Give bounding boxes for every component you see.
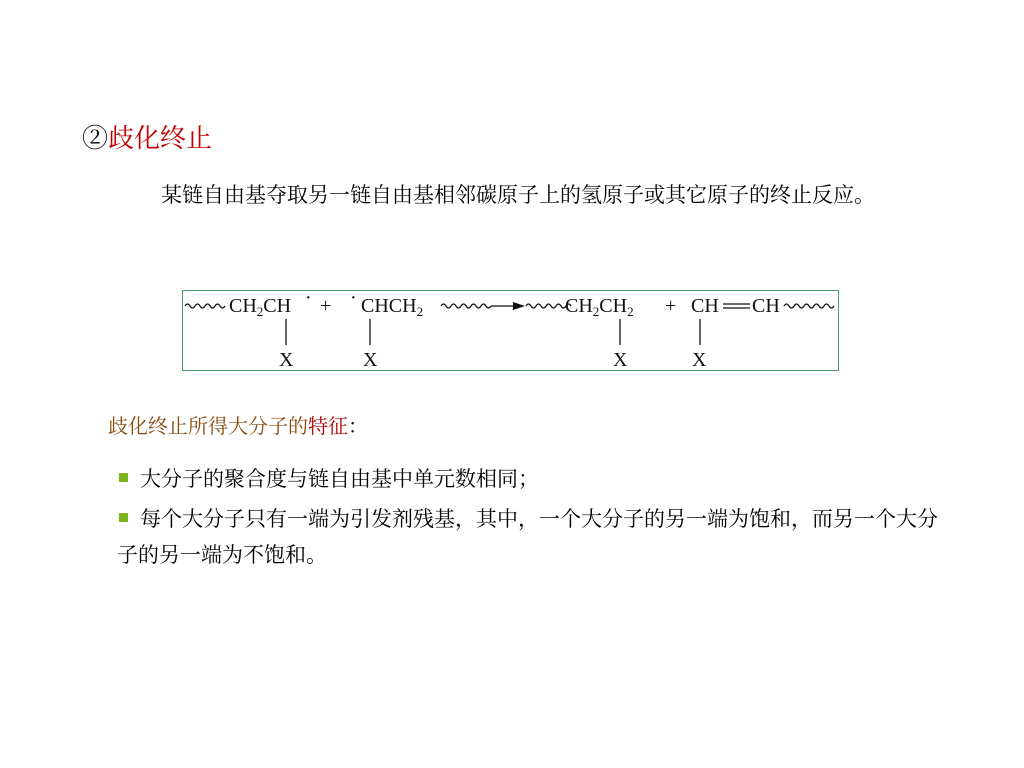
equation-svg xyxy=(183,291,840,372)
heading-title: 歧化终止 xyxy=(108,124,213,154)
intro-paragraph xyxy=(117,176,947,214)
substituent-x3: X xyxy=(613,349,628,371)
features-heading-colon: ： xyxy=(348,414,368,438)
lhs-radical-2: $CHCH_2$ xyxy=(361,295,424,319)
features-heading-highlight: 特征 xyxy=(308,414,348,438)
features-list xyxy=(117,461,947,577)
lhs-radical-1: $CH_2CH$ xyxy=(229,295,292,319)
radical-dot-2: · xyxy=(350,291,357,309)
list-item-text: 大分子的聚合度与链自由基中单元数相同； xyxy=(140,467,539,491)
wavy-chain-right-2 xyxy=(784,304,834,308)
substituent-x1: X xyxy=(279,349,294,371)
list-item-text: 每个大分子只有一端为引发剂残基，其中，一个大分子的另一端为饱和，而另一个大分子的另一端为不饱和。 xyxy=(117,507,938,567)
heading-number: ② xyxy=(82,124,109,154)
features-heading xyxy=(108,412,368,440)
bullet-square-icon xyxy=(119,513,128,522)
radical-dot-1: · xyxy=(305,291,312,309)
rhs-product-1: $CH_2CH_2$ xyxy=(565,295,634,319)
features-heading-text: 歧化终止所得大分子的 xyxy=(108,414,308,438)
list-item xyxy=(117,461,947,497)
substituent-x4: X xyxy=(692,349,707,371)
wavy-chain-left xyxy=(185,304,225,308)
plus-sign-1: + xyxy=(320,295,332,317)
reaction-equation xyxy=(182,290,839,371)
bullet-square-icon xyxy=(119,473,128,482)
rhs-product-2-ch-b: CH xyxy=(752,295,780,317)
section-heading xyxy=(82,122,212,156)
substituent-x2: X xyxy=(363,349,378,371)
rhs-product-2-ch-a: CH xyxy=(691,295,719,317)
reaction-arrow-head xyxy=(513,302,525,310)
list-item xyxy=(117,501,947,573)
plus-sign-2: + xyxy=(665,295,677,317)
intro-text: 某链自由基夺取另一链自由基相邻碳原子上的氢原子或其它原子的终止反应。 xyxy=(161,183,875,207)
wavy-chain-middle xyxy=(441,304,491,308)
